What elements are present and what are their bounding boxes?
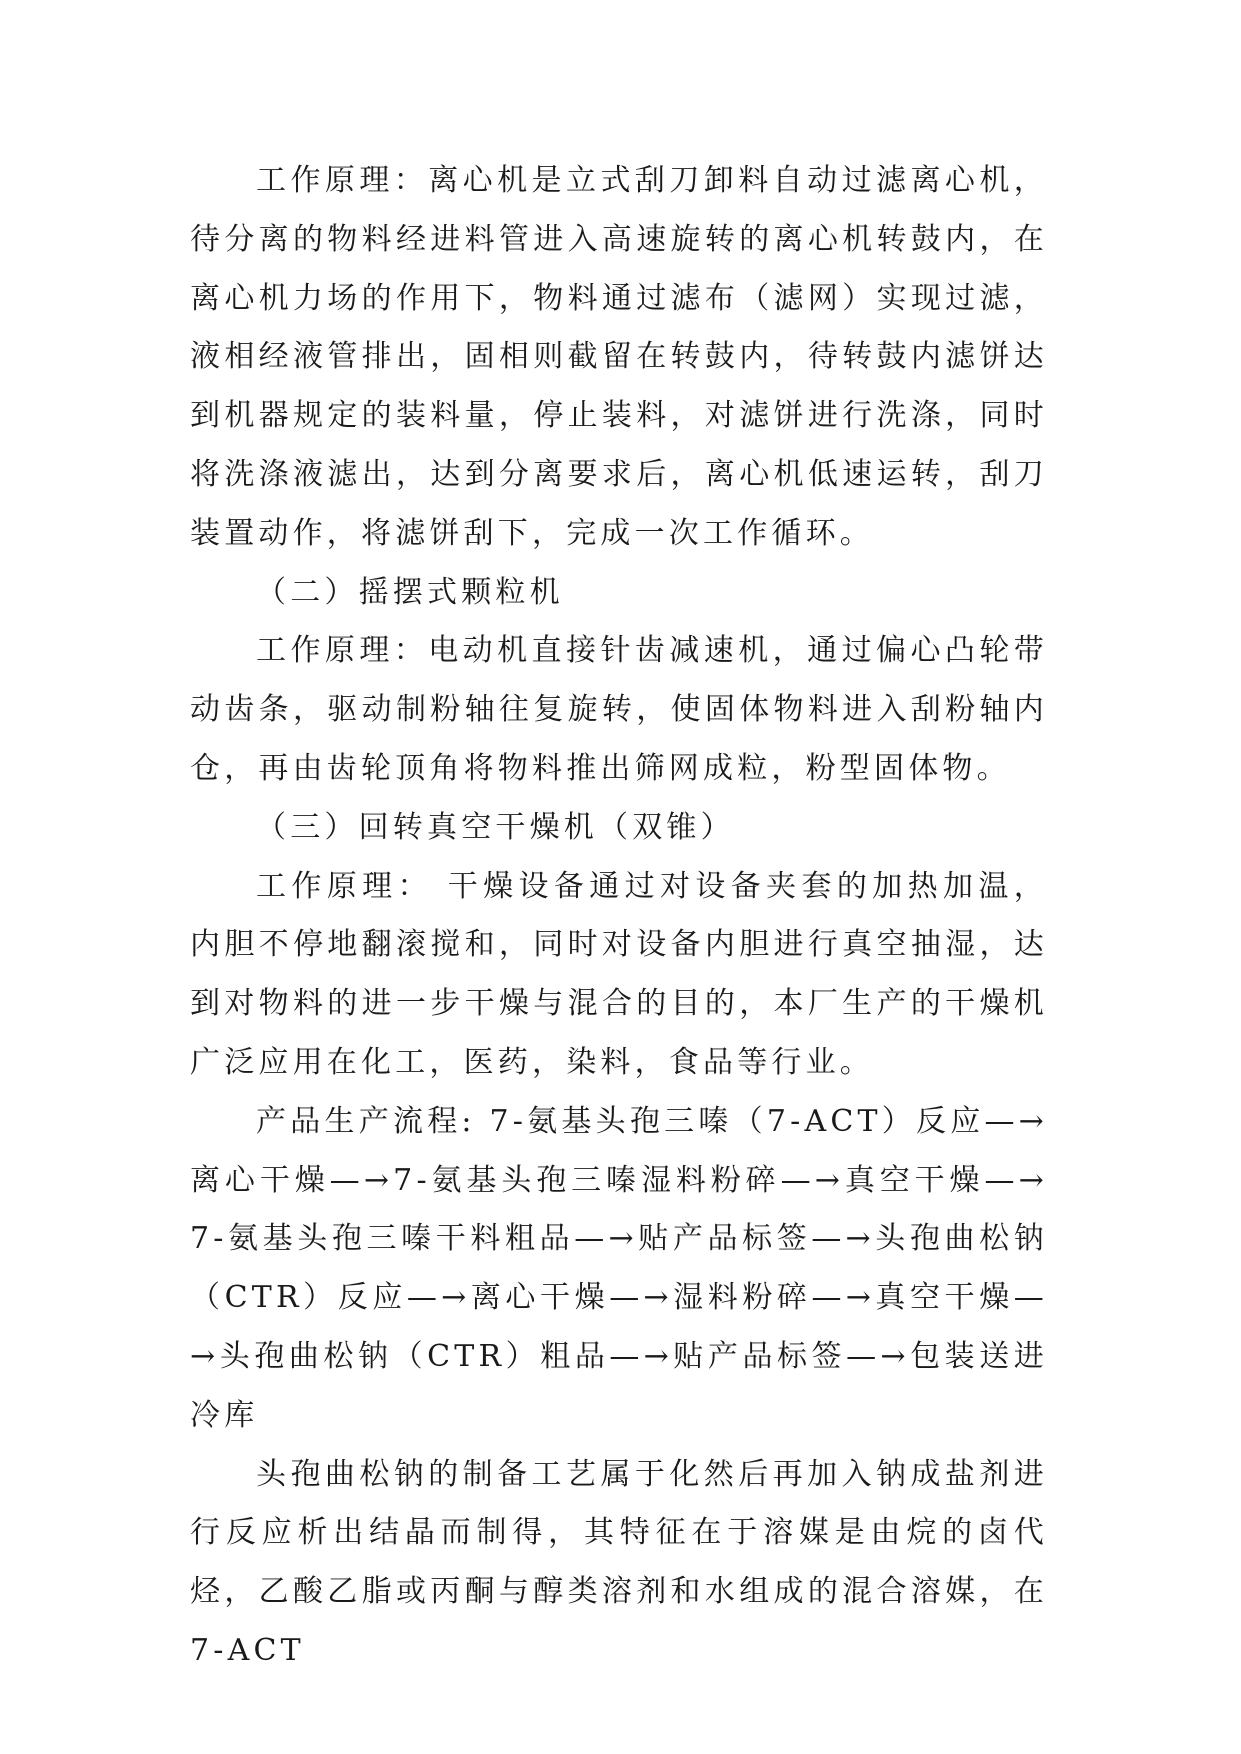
document-page: [190, 152, 1048, 1681]
paragraph-centrifuge-principle: 工作原理：离心机是立式刮刀卸料自动过滤离心机，待分离的物料经进料管进入高速旋转的离心机转鼓内，在离心机力场的作用下，物料通过滤布（滤网）实现过滤，液相经液管排出，固相则截留在转鼓内，待转鼓内滤饼达到机器规定的装料量，停止装料，对滤饼进行洗涤，同时将洗涤液滤出，达到分离要求后，离心机低速运转，刮刀装置动作，将滤饼刮下，完成一次工作循环。: [190, 163, 1048, 551]
section-heading-vacuum-dryer: （三）回转真空干燥机（双锥）: [256, 809, 735, 845]
paragraph-production-flow: 产品生产流程: 7-氨基头孢三嗪（7-ACT）反应—→离心干燥—→7-氨基头孢三嗪湿料粉碎—→真空干燥—→7-氨基头孢三嗪干料粗品—→贴产品标签—→头孢曲松钠（CTR）反应—→离心干燥—→湿料粉碎—→真空干燥—→头孢曲松钠（CTR）粗品—→贴产品标签—→包装送进冷库: [190, 1103, 1048, 1433]
paragraph-preparation-process: 头孢曲松钠的制备工艺属于化然后再加入钠成盐剂进行反应析出结晶而制得，其特征在于溶媒是由烷的卤代烃，乙酸乙脂或丙酮与醇类溶剂和水组成的混合溶媒，在7-ACT: [190, 1456, 1048, 1668]
section-heading-granulator: （二）摇摆式颗粒机: [256, 574, 564, 610]
paragraph-dryer-principle: 工作原理： 干燥设备通过对设备夹套的加热加温，内胆不停地翻滚搅和，同时对设备内胆进行真空抽湿，达到对物料的进一步干燥与混合的目的，本厂生产的干燥机广泛应用在化工，医药，染料，食品等行业。: [190, 868, 1048, 1080]
paragraph-granulator-principle: 工作原理：电动机直接针齿减速机，通过偏心凸轮带动齿条，驱动制粉轴往复旋转，使固体物料进入刮粉轴内仓，再由齿轮顶角将物料推出筛网成粒，粉型固体物。: [190, 633, 1048, 786]
